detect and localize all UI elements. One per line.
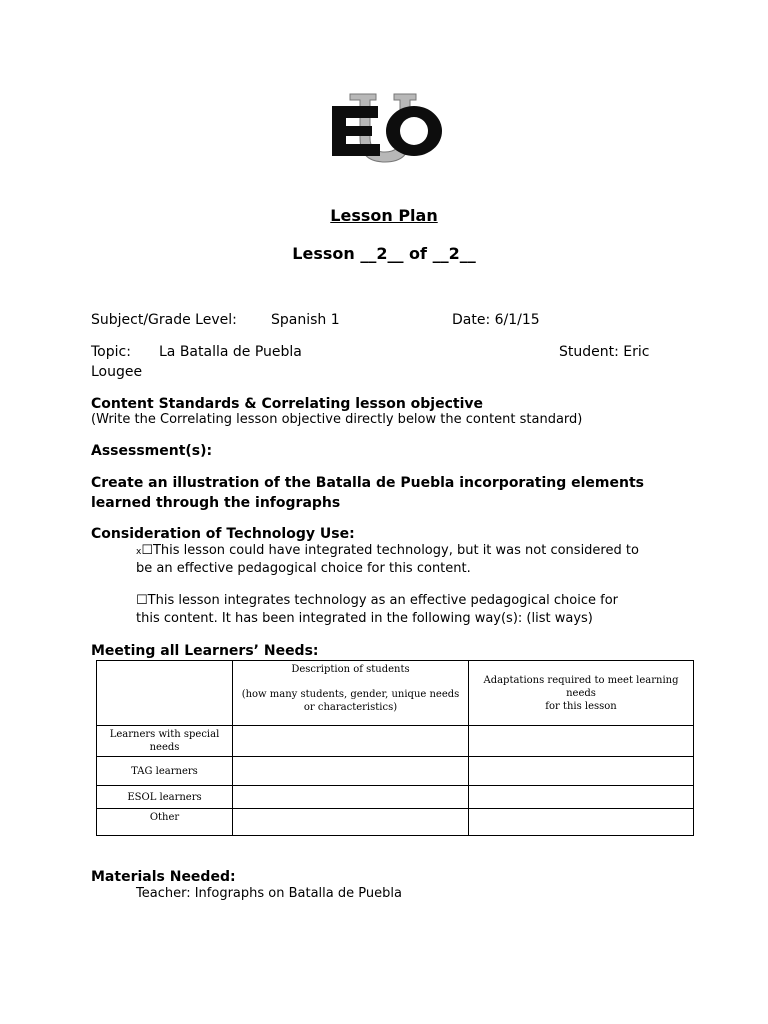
technology-heading: Consideration of Technology Use: (91, 526, 355, 542)
description-cell[interactable] (233, 786, 469, 809)
adaptations-cell[interactable] (469, 726, 694, 757)
row-label-line2: needs (149, 742, 180, 753)
row-label-tag: TAG learners (97, 757, 233, 786)
topic-value: La Batalla de Puebla (159, 344, 302, 360)
date-label: Date: (452, 312, 491, 328)
assessment-text-line1: Create an illustration of the Batalla de Puebla incorporating elements (91, 475, 644, 491)
date-field (452, 312, 540, 328)
tech-option-2-text-line2: this content. It has been integrated in the following way(s): (list ways) (136, 611, 593, 626)
description-cell[interactable] (233, 757, 469, 786)
student-label: Student: (559, 344, 619, 360)
tech-option-1-mark: x (136, 547, 142, 557)
adaptations-cell[interactable] (469, 786, 694, 809)
table-row (97, 786, 694, 809)
date-value: 6/1/15 (494, 312, 540, 328)
school-logo (328, 90, 446, 166)
table-row (97, 809, 694, 836)
header-description-line1: Description of students (291, 664, 410, 675)
assessment-heading: Assessment(s): (91, 443, 213, 459)
description-cell[interactable] (233, 809, 469, 836)
student-last-name: Lougee (91, 364, 143, 380)
table-header-description (233, 661, 469, 726)
subject-value: Spanish 1 (271, 312, 340, 328)
topic-label: Topic: (91, 344, 131, 360)
checkbox-icon[interactable]: ☐ (136, 593, 148, 608)
page-title (0, 206, 768, 225)
adaptations-cell[interactable] (469, 757, 694, 786)
tech-option-1-text-line2: be an effective pedagogical choice for this content. (136, 561, 471, 576)
tech-option-1 (136, 543, 639, 558)
header-adaptations-line1: Adaptations required to meet learning needs (483, 674, 679, 699)
checkbox-icon[interactable]: ☐ (141, 543, 153, 558)
materials-heading: Materials Needed: (91, 869, 236, 885)
student-first-name: Eric (623, 344, 650, 360)
row-label-esol: ESOL learners (97, 786, 233, 809)
lesson-number: Lesson __2__ of __2__ (292, 244, 476, 263)
table-row (97, 726, 694, 757)
table-row (97, 757, 694, 786)
table-header-row (97, 661, 694, 726)
assessment-text-line2: learned through the infographs (91, 495, 341, 511)
subject-label: Subject/Grade Level: (91, 312, 237, 328)
row-label-line1: Learners with special (109, 729, 220, 740)
content-standards-note: (Write the Correlating lesson objective directly below the content standard) (91, 412, 583, 427)
learners-needs-heading: Meeting all Learners’ Needs: (91, 643, 319, 659)
header-adaptations-line2: for this lesson (545, 700, 617, 712)
table-header-empty (97, 661, 233, 726)
content-standards-heading: Content Standards & Correlating lesson objective (91, 396, 484, 412)
row-label-special-needs (97, 726, 233, 757)
school-logo-graphic (328, 90, 446, 166)
row-label-other: Other (97, 809, 233, 836)
tech-option-2-text: This lesson integrates technology as an effective pedagogical choice for (147, 593, 619, 608)
lesson-plan-title: Lesson Plan (330, 206, 438, 225)
learners-needs-table (96, 660, 694, 836)
header-description-line2: (how many students, gender, unique needs (241, 689, 460, 700)
table-header-adaptations (469, 661, 694, 726)
materials-teacher: Teacher: Infographs on Batalla de Puebla (136, 886, 402, 901)
description-cell[interactable] (233, 726, 469, 757)
header-description-line3: or characteristics) (303, 702, 398, 713)
adaptations-cell[interactable] (469, 809, 694, 836)
tech-option-1-text: This lesson could have integrated technology, but it was not considered to (152, 543, 639, 558)
student-field (559, 344, 649, 360)
tech-option-2 (136, 593, 618, 608)
